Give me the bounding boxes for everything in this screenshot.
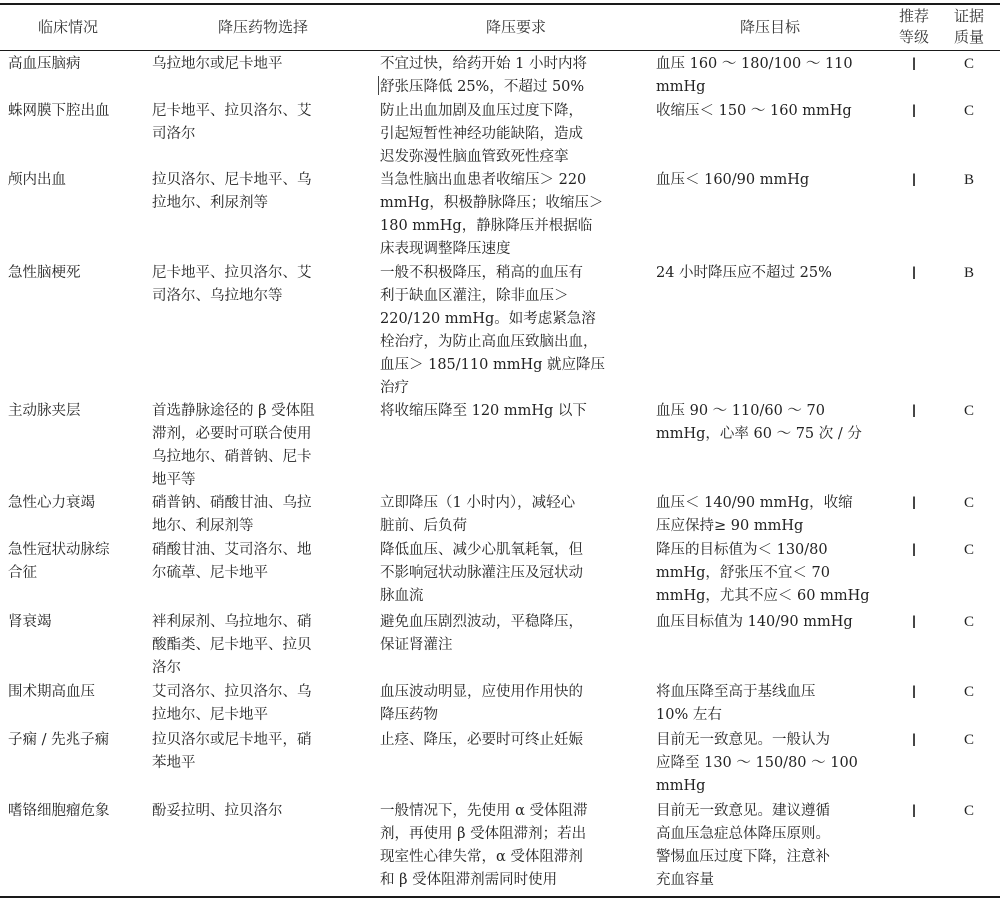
requirement-cell-line: 脏前、后负荷 <box>380 518 467 534</box>
quality-cell: C <box>963 684 974 700</box>
quality-cell: B <box>963 172 974 188</box>
target-cell-line: mmHg，舒张压不宜＜ 70 <box>656 565 830 581</box>
quality-cell: C <box>963 103 974 119</box>
grade-cell: Ⅰ <box>911 102 917 121</box>
drug-cell <box>152 729 374 775</box>
clinical-cell <box>8 729 148 752</box>
requirement-cell-line: 一般不积极降压，稍高的血压有 <box>380 265 583 281</box>
target-cell-line: 目前无一致意见。一般认为 <box>656 732 830 748</box>
requirement-cell <box>380 100 652 169</box>
target-cell <box>656 729 884 798</box>
drug-cell <box>152 800 374 823</box>
drug-cell <box>152 262 374 308</box>
drug-cell-line: 地平等 <box>152 472 196 488</box>
grade-cell: Ⅰ <box>911 402 917 421</box>
clinical-cell-line: 肾衰竭 <box>8 614 52 630</box>
requirement-cell-line: 不宜过快，给药开始 1 小时内将 <box>380 56 587 72</box>
target-cell-line: 血压 160 ～ 180/100 ～ 110 <box>656 56 853 72</box>
requirement-cell <box>380 400 652 423</box>
drug-cell-line: 拉贝洛尔、尼卡地平、乌 <box>152 172 312 188</box>
table-top-rule <box>0 3 1000 5</box>
clinical-cell <box>8 169 148 192</box>
target-cell-line: 24 小时降压应不超过 25% <box>656 265 832 281</box>
drug-cell-line: 硝普钠、硝酸甘油、乌拉 <box>152 495 312 511</box>
requirement-cell <box>380 169 652 261</box>
clinical-cell <box>8 100 148 123</box>
requirement-cell-line: mmHg，积极静脉降压；收缩压＞ <box>380 195 604 211</box>
target-cell <box>656 539 884 608</box>
target-cell-line: 收缩压＜ 150 ～ 160 mmHg <box>656 103 852 119</box>
drug-cell-line: 酚妥拉明、拉贝洛尔 <box>152 803 283 819</box>
header-drug: 降压药物选择 <box>217 18 308 36</box>
target-cell-line: 目前无一致意见。建议遵循 <box>656 803 830 819</box>
requirement-cell-line: 舒张压降低 25%，不超过 50% <box>380 79 585 95</box>
drug-cell <box>152 492 374 538</box>
drug-cell <box>152 169 374 215</box>
requirement-cell <box>380 53 652 99</box>
target-cell <box>656 53 884 99</box>
drug-cell <box>152 611 374 680</box>
drug-cell-line: 硝酸甘油、艾司洛尔、地 <box>152 542 312 558</box>
drug-cell <box>152 100 374 146</box>
drug-cell-line: 袢利尿剂、乌拉地尔、硝 <box>152 614 312 630</box>
header-clinical: 临床情况 <box>37 18 98 36</box>
header-grade-line2: 等级 <box>898 28 929 46</box>
requirement-cell <box>380 262 652 400</box>
requirement-cell-line: 和 β 受体阻滞剂需同时使用 <box>380 872 558 888</box>
clinical-cell-line: 急性心力衰竭 <box>8 495 95 511</box>
requirement-cell-line: 现室性心律失常，α 受体阻滞剂 <box>380 849 583 865</box>
requirement-cell-line: 将收缩压降至 120 mmHg 以下 <box>380 403 587 419</box>
drug-cell <box>152 681 374 727</box>
target-cell-line: mmHg，尤其不应＜ 60 mmHg <box>656 588 870 604</box>
quality-cell: C <box>963 403 974 419</box>
quality-cell: C <box>963 803 974 819</box>
drug-cell-line: 艾司洛尔、拉贝洛尔、乌 <box>152 684 312 700</box>
quality-cell: C <box>963 56 974 72</box>
target-cell-line: mmHg，心率 60 ～ 75 次 / 分 <box>656 426 862 442</box>
clinical-cell <box>8 539 148 585</box>
quality-cell: C <box>963 542 974 558</box>
requirement-cell-line: 当急性脑出血患者收缩压＞ 220 <box>380 172 587 188</box>
target-cell-line: 血压＜ 140/90 mmHg，收缩 <box>656 495 853 511</box>
target-cell-line: 警惕血压过度下降，注意补 <box>656 849 830 865</box>
drug-cell-line: 乌拉地尔、硝普钠、尼卡 <box>152 449 312 465</box>
clinical-cell-line: 围术期高血压 <box>8 684 95 700</box>
target-cell-line: 10% 左右 <box>656 707 722 723</box>
target-cell <box>656 681 884 727</box>
header-quality <box>945 6 993 48</box>
drug-cell-line: 乌拉地尔或尼卡地平 <box>152 56 283 72</box>
clinical-cell <box>8 262 148 285</box>
requirement-cell <box>380 539 652 608</box>
requirement-cell-line: 降压药物 <box>380 707 438 723</box>
text-cursor <box>378 76 379 95</box>
drug-cell-line: 拉贝洛尔或尼卡地平，硝 <box>152 732 312 748</box>
target-cell <box>656 611 884 634</box>
target-cell-line: 应降至 130 ～ 150/80 ～ 100 <box>656 755 858 771</box>
clinical-cell <box>8 53 148 76</box>
requirement-cell-line: 迟发弥漫性脑血管致死性痉挛 <box>380 149 569 165</box>
header-quality-line2: 质量 <box>953 28 984 46</box>
clinical-cell-line: 合征 <box>8 565 37 581</box>
drug-cell-line: 尼卡地平、拉贝洛尔、艾 <box>152 103 312 119</box>
target-cell <box>656 100 884 123</box>
clinical-cell <box>8 800 148 823</box>
target-cell <box>656 492 884 538</box>
requirement-cell-line: 180 mmHg，静脉降压并根据临 <box>380 218 593 234</box>
header-grade-line1: 推荐 <box>898 7 929 25</box>
requirement-cell-line: 栓治疗，为防止高血压致脑出血， <box>380 334 598 350</box>
drug-cell <box>152 539 374 585</box>
clinical-cell-line: 主动脉夹层 <box>8 403 81 419</box>
drug-cell-line: 酸酯类、尼卡地平、拉贝 <box>152 637 312 653</box>
requirement-cell-line: 止痉、降压，必要时可终止妊娠 <box>380 732 583 748</box>
table-header-rule <box>0 50 1000 51</box>
requirement-cell <box>380 800 652 892</box>
target-cell-line: 血压＜ 160/90 mmHg <box>656 172 810 188</box>
drug-cell-line: 首选静脉途径的 β 受体阻 <box>152 403 315 419</box>
clinical-cell-line: 颅内出血 <box>8 172 66 188</box>
grade-cell: Ⅰ <box>911 171 917 190</box>
target-cell <box>656 169 884 192</box>
drug-cell-line: 尼卡地平、拉贝洛尔、艾 <box>152 265 312 281</box>
requirement-cell-line: 引起短暂性神经功能缺陷，造成 <box>380 126 583 142</box>
drug-cell-line: 尔硫䓬、尼卡地平 <box>152 565 268 581</box>
header-requirement: 降压要求 <box>485 18 546 36</box>
requirement-cell-line: 一般情况下，先使用 α 受体阻滞 <box>380 803 588 819</box>
target-cell <box>656 400 884 446</box>
clinical-cell-line: 高血压脑病 <box>8 56 81 72</box>
clinical-cell-line: 急性冠状动脉综 <box>8 542 110 558</box>
target-cell-line: 降压的目标值为＜ 130/80 <box>656 542 828 558</box>
requirement-cell-line: 220/120 mmHg。如考虑紧急溶 <box>380 311 596 327</box>
requirement-cell-line: 脉血流 <box>380 588 424 604</box>
drug-cell-line: 拉地尔、尼卡地平 <box>152 707 268 723</box>
target-cell-line: 血压目标值为 140/90 mmHg <box>656 614 853 630</box>
header-target: 降压目标 <box>739 18 800 36</box>
target-cell-line: 高血压急症总体降压原则。 <box>656 826 830 842</box>
clinical-cell <box>8 400 148 423</box>
drug-cell-line: 司洛尔、乌拉地尔等 <box>152 288 283 304</box>
target-cell-line: 将血压降至高于基线血压 <box>656 684 816 700</box>
requirement-cell-line: 立即降压（1 小时内），减轻心 <box>380 495 576 511</box>
requirement-cell <box>380 611 652 657</box>
clinical-cell-line: 子痫 / 先兆子痫 <box>8 732 110 748</box>
requirement-cell <box>380 729 652 752</box>
grade-cell: Ⅰ <box>911 731 917 750</box>
drug-cell-line: 司洛尔 <box>152 126 196 142</box>
quality-cell: B <box>963 265 974 281</box>
requirement-cell-line: 床表现调整降压速度 <box>380 241 511 257</box>
grade-cell: Ⅰ <box>911 494 917 513</box>
requirement-cell-line: 避免血压剧烈波动，平稳降压， <box>380 614 583 630</box>
clinical-cell <box>8 681 148 704</box>
requirement-cell-line: 降低血压、减少心肌氧耗氧，但 <box>380 542 583 558</box>
requirement-cell-line: 利于缺血区灌注，除非血压＞ <box>380 288 569 304</box>
target-cell-line: 血压 90 ～ 110/60 ～ 70 <box>656 403 825 419</box>
clinical-cell-line: 蛛网膜下腔出血 <box>8 103 110 119</box>
drug-cell <box>152 53 374 76</box>
grade-cell: Ⅰ <box>911 264 917 283</box>
requirement-cell-line: 血压波动明显，应使用作用快的 <box>380 684 583 700</box>
requirement-cell <box>380 492 652 538</box>
header-quality-line1: 证据 <box>953 7 984 25</box>
requirement-cell-line: 保证肾灌注 <box>380 637 453 653</box>
drug-cell-line: 苯地平 <box>152 755 196 771</box>
target-cell-line: mmHg <box>656 778 706 794</box>
grade-cell: Ⅰ <box>911 613 917 632</box>
table-bottom-rule <box>0 896 1000 898</box>
drug-cell <box>152 400 374 492</box>
grade-cell: Ⅰ <box>911 541 917 560</box>
grade-cell: Ⅰ <box>911 802 917 821</box>
requirement-cell <box>380 681 652 727</box>
requirement-cell-line: 治疗 <box>380 380 409 396</box>
grade-cell: Ⅰ <box>911 683 917 702</box>
requirement-cell-line: 血压＞ 185/110 mmHg 就应降压 <box>380 357 605 373</box>
requirement-cell-line: 不影响冠状动脉灌注压及冠状动 <box>380 565 583 581</box>
target-cell <box>656 800 884 892</box>
quality-cell: C <box>963 732 974 748</box>
grade-cell: Ⅰ <box>911 55 917 74</box>
drug-cell-line: 地尔、利尿剂等 <box>152 518 254 534</box>
drug-cell-line: 滞剂，必要时可联合使用 <box>152 426 312 442</box>
clinical-cell <box>8 611 148 634</box>
header-grade <box>893 6 935 48</box>
clinical-cell <box>8 492 148 515</box>
requirement-cell-line: 剂，再使用 β 受体阻滞剂；若出 <box>380 826 587 842</box>
target-cell-line: mmHg <box>656 79 706 95</box>
target-cell-line: 充血容量 <box>656 872 714 888</box>
quality-cell: C <box>963 614 974 630</box>
target-cell-line: 压应保持≥ 90 mmHg <box>656 518 804 534</box>
drug-cell-line: 洛尔 <box>152 660 181 676</box>
requirement-cell-line: 防止出血加剧及血压过度下降， <box>380 103 583 119</box>
drug-cell-line: 拉地尔、利尿剂等 <box>152 195 268 211</box>
quality-cell: C <box>963 495 974 511</box>
target-cell <box>656 262 884 285</box>
clinical-cell-line: 嗜铬细胞瘤危象 <box>8 803 110 819</box>
clinical-cell-line: 急性脑梗死 <box>8 265 81 281</box>
